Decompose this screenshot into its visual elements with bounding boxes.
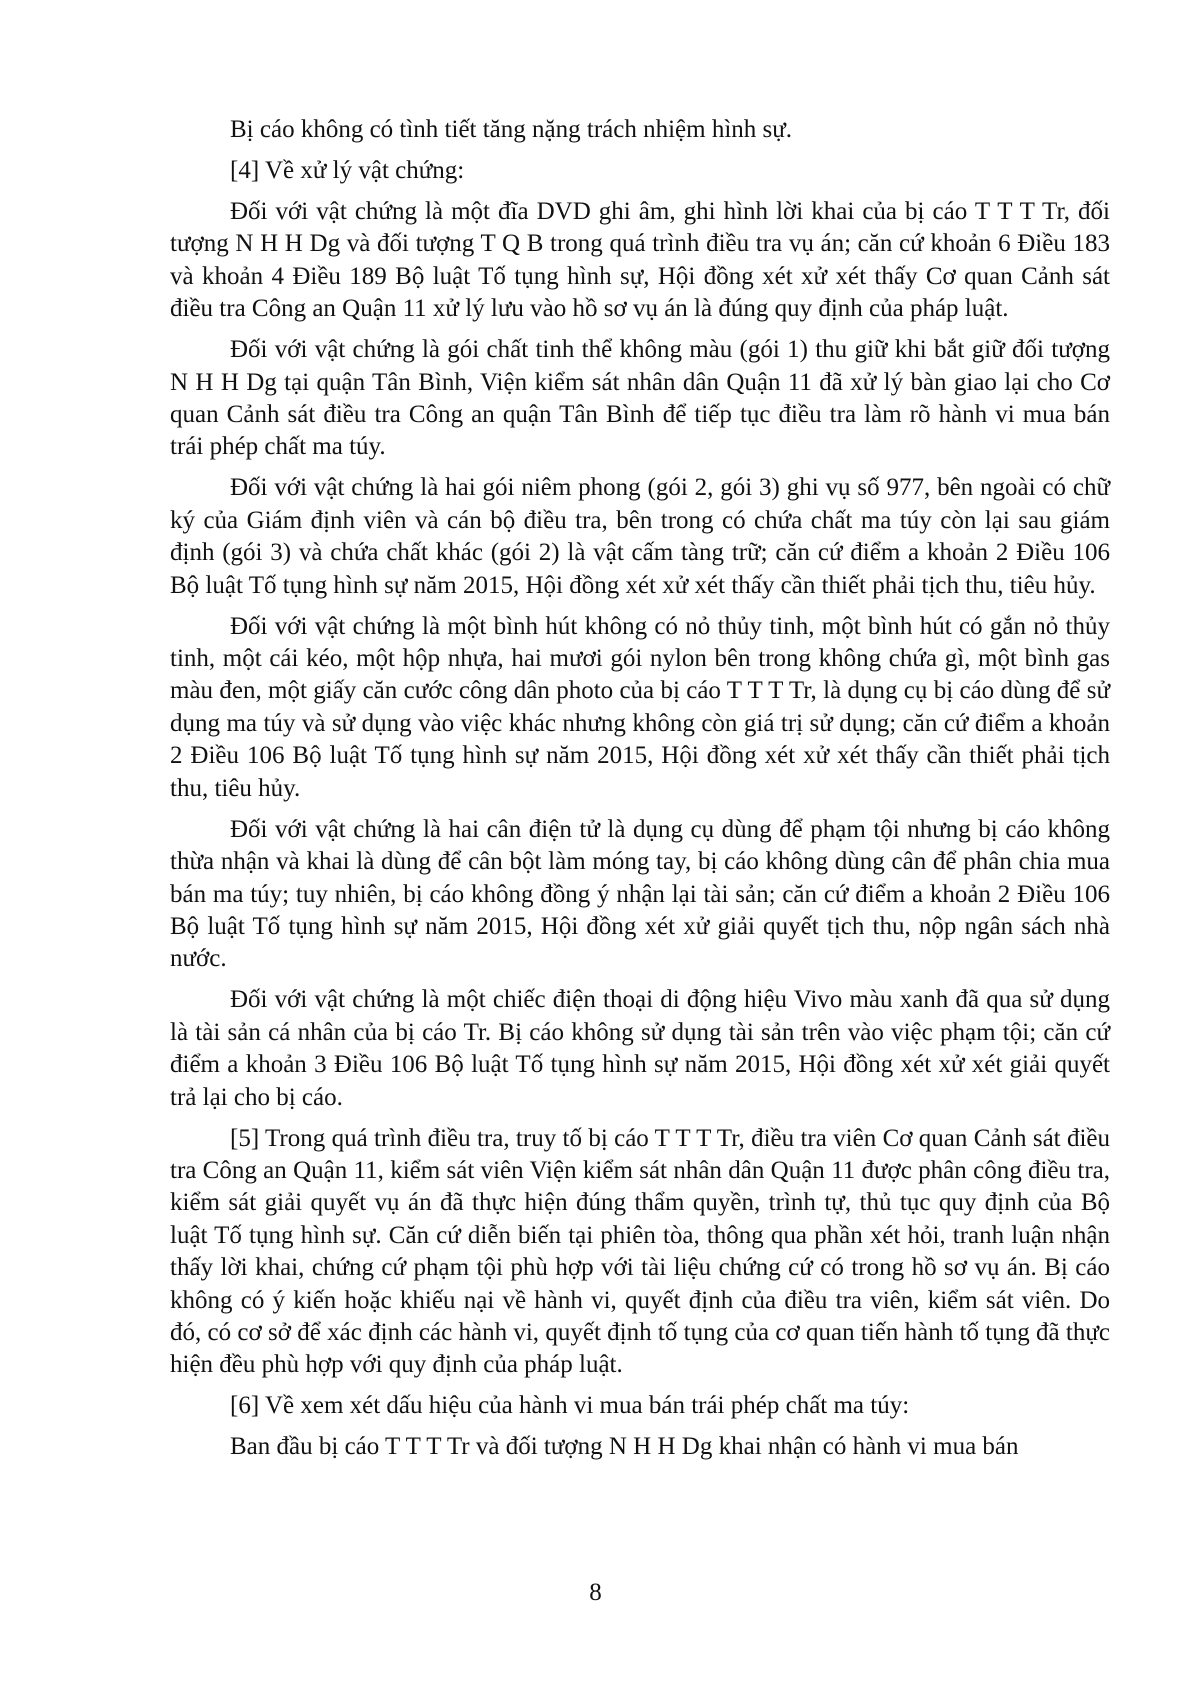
paragraph-electronic-scales: Đối với vật chứng là hai cân điện tử là dụng cụ dùng để phạm tội nhưng bị cáo không thừa nhận và khai là dùng để cân bột làm móng tay, bị cáo không dùng cân để phân chia mua bán ma túy; tuy nhiên, bị cáo không đồng ý nhận lại tài sản; căn cứ điểm a khoản 2 Điều 106 Bộ luật Tố tụng hình sự năm 2015, Hội đồng xét xử giải quyết tịch thu, nộp ngân sách nhà nước.: [170, 815, 1110, 973]
paragraph-drug-tools: Đối với vật chứng là một bình hút không có nỏ thủy tinh, một bình hút có gắn nỏ thủy tinh, một cái kéo, một hộp nhựa, hai mươi gói nylon bên trong không chứa gì, một bình gas màu đen, một giấy căn cước công dân photo của bị cáo T T T Tr, là dụng cụ bị cáo dùng để sử dụng ma túy và sử dụng vào việc khác nhưng không còn giá trị sử dụng; căn cứ điểm a khoản 2 Điều 106 Bộ luật Tố tụng hình sự năm 2015, Hội đồng xét xử xét thấy cần thiết phải tịch thu, tiêu hủy.: [170, 612, 1110, 802]
paragraph-procedure: [5] Trong quá trình điều tra, truy tố bị cáo T T T Tr, điều tra viên Cơ quan Cảnh sát điều tra Công an Quận 11, kiểm sát viên Viện kiểm sát nhân dân Quận 11 được phân công điều tra, kiểm sát giải quyết vụ án đã thực hiện đúng thẩm quyền, trình tự, thủ tục quy định của Bộ luật Tố tụng hình sự. Căn cứ diễn biến tại phiên tòa, thông qua phần xét hỏi, tranh luận nhận thấy lời khai, chứng cứ phạm tội phù hợp với tài liệu chứng cứ có trong hồ sơ vụ án. Bị cáo không có ý kiến hoặc khiếu nại về hành vi, quyết định của điều tra viên, kiểm sát viên. Do đó, có cơ sở để xác định các hành vi, quyết định tố tụng của cơ quan tiến hành tố tụng đã thực hiện đều phù hợp với quy định của pháp luật.: [170, 1124, 1110, 1379]
paragraph-sealed-packages: Đối với vật chứng là hai gói niêm phong (gói 2, gói 3) ghi vụ số 977, bên ngoài có chữ ký của Giám định viên và cán bộ điều tra, bên trong có chứa chất ma túy còn lại sau giám định (gói 3) và chứa chất khác (gói 2) là vật cấm tàng trữ; căn cứ điểm a khoản 2 Điều 106 Bộ luật Tố tụng hình sự năm 2015, Hội đồng xét xử xét thấy cần thiết phải tịch thu, tiêu hủy.: [170, 474, 1110, 599]
section-heading-evidence: [4] Về xử lý vật chứng:: [230, 157, 465, 184]
document-body: [170, 114, 1110, 1472]
paragraph-aggravating: Bị cáo không có tình tiết tăng nặng trách nhiệm hình sự.: [230, 116, 793, 143]
paragraph-dvd-evidence: Đối với vật chứng là một đĩa DVD ghi âm, ghi hình lời khai của bị cáo T T T Tr, đối tượng N H H Dg và đối tượng T Q B trong quá trình điều tra vụ án; căn cứ khoản 6 Điều 183 và khoản 4 Điều 189 Bộ luật Tố tụng hình sự, Hội đồng xét xử xét thấy Cơ quan Cảnh sát điều tra Công an Quận 11 xử lý lưu vào hồ sơ vụ án là đúng quy định của pháp luật.: [170, 198, 1110, 323]
paragraph-initial-confession: Ban đầu bị cáo T T T Tr và đối tượng N H H Dg khai nhận có hành vi mua bán: [230, 1433, 1019, 1461]
section-heading-trafficking: [6] Về xem xét dấu hiệu của hành vi mua bán trái phép chất ma túy:: [230, 1392, 910, 1420]
paragraph-mobile-phone: Đối với vật chứng là một chiếc điện thoại di động hiệu Vivo màu xanh đã qua sử dụng là tài sản cá nhân của bị cáo Tr. Bị cáo không sử dụng tài sản trên vào việc phạm tội; căn cứ điểm a khoản 3 Điều 106 Bộ luật Tố tụng hình sự năm 2015, Hội đồng xét xử xét giải quyết trả lại cho bị cáo.: [170, 986, 1110, 1111]
paragraph-crystal-package: Đối với vật chứng là gói chất tinh thể không màu (gói 1) thu giữ khi bắt giữ đối tượng N H H Dg tại quận Tân Bình, Viện kiểm sát nhân dân Quận 11 đã xử lý bàn giao lại cho Cơ quan Cảnh sát điều tra Công an quận Tân Bình để tiếp tục điều tra làm rõ hành vi mua bán trái phép chất ma túy.: [170, 336, 1110, 461]
page-number: 8: [589, 1579, 602, 1606]
